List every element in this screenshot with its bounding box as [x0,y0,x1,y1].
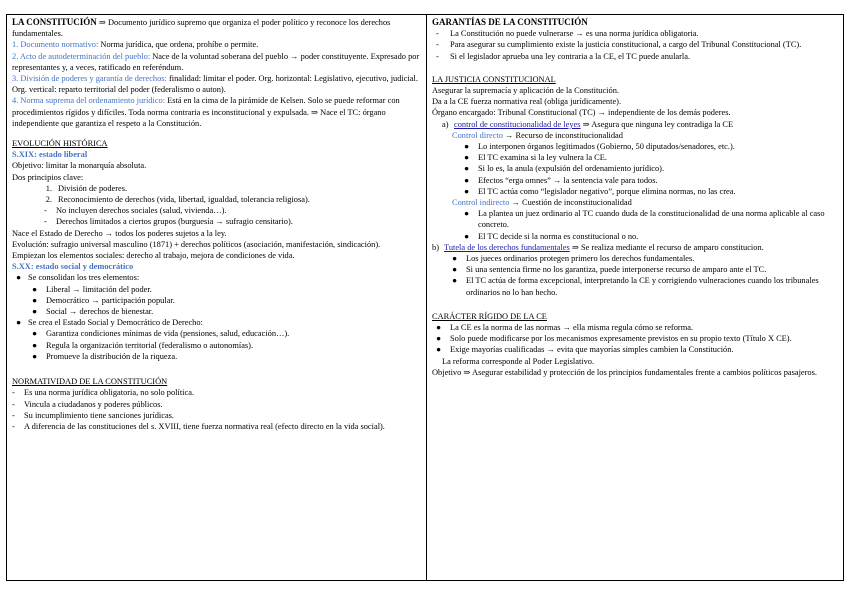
garantias-title: GARANTÍAS DE LA CONSTITUCIÓN [432,17,588,27]
list-item-text: La CE es la norma de las normas → ella misma regula cómo se reforma. [450,323,694,333]
list-item [432,51,838,62]
bullet-marker: - [12,410,15,420]
list-item-text: Solo puede modificarse por los mecanismos expresamente previstos en su propio texto (Título X CE). [450,334,792,344]
justicia-line: Da a la CE fuerza normativa real (obliga jurídicamente). [432,97,622,107]
bullet-marker: ● [464,142,470,152]
principio-item [12,194,421,205]
empiezan-text: Empiezan los elementos sociales: derecho al trabajo, mejora de condiciones de vida. [12,251,295,261]
list-item [432,322,838,333]
principio-number: 2. [45,195,52,205]
rigido-title: CARÁCTER RÍGIDO DE LA CE [432,311,547,321]
control-directo-label: Control directo [452,130,503,140]
tres-elementos-list [12,284,421,318]
control-indirecto-list [432,208,838,242]
tutela-list [432,253,838,298]
list-item [432,141,838,152]
definition-label: 1. Documento normativo: [12,40,99,50]
left-column [7,15,427,580]
list-item-text: Si el legislador aprueba una ley contraria a la CE, el TC puede anularla. [450,51,691,61]
control-directo-list [432,141,838,197]
list-item-text: La Constitución no puede vulnerarse → es una norma jurídica obligatoria. [450,29,699,39]
bullet-marker: - [44,217,47,227]
list-item [12,216,421,227]
list-item-text: Exige mayorías cualificadas → evita que mayorías simples cambien la Constitución. [450,345,734,355]
evolucion-text: Evolución: sufragio universal masculino (1871) + derechos políticos (asociación, manifestación, sindicación). [12,239,381,249]
s19-title: S.XIX: estado liberal [12,150,88,160]
definition-label: 3. División de poderes y garantía de derechos: [12,74,167,84]
list-item-text: Los jueces ordinarios protegen primero los derechos fundamentales. [466,254,695,264]
bullet-marker: - [12,421,15,431]
bullet-marker: - [436,29,439,39]
bullet-marker: - [436,40,439,50]
list-item [432,152,838,163]
justicia-line: Asegurar la supremacía y aplicación de la Constitución. [432,86,619,96]
list-item-text: El TC examina si la ley vulnera la CE. [478,153,607,163]
bullet-marker: - [44,206,47,216]
bullet-marker: ● [464,186,470,196]
bullet-marker: ● [32,307,38,317]
list-item [12,410,421,421]
list-item-text: Es una norma jurídica obligatoria, no solo política. [24,388,195,398]
bullet-marker: ● [464,153,470,163]
objetivo-text: Objetivo: limitar la monarquía absoluta. [12,161,147,171]
list-item [432,28,838,39]
dos-principios-text: Dos principios clave: [12,172,84,182]
bullet-marker: ● [32,351,38,361]
right-column [427,15,843,580]
list-item [12,328,421,339]
justicia-lines [432,85,838,119]
list-item-text: A diferencia de las constituciones del s. XVIII, tiene fuerza normativa real (efecto directo en la vida social). [24,421,385,431]
rigido-list [432,322,838,356]
constitucion-title: LA CONSTITUCIÓN [12,17,97,27]
definition-item [12,39,421,50]
sub-principios-list [12,205,421,227]
list-item-text: El TC actúa de forma excepcional, interpretando la CE y corrigiendo vulneraciones cuando los tribunales ordinarios no lo han hecho. [466,276,819,297]
principio-text: Reconocimiento de derechos (vida, libertad, igualdad, tolerancia religiosa). [58,195,310,205]
list-item-text: La plantea un juez ordinario al TC cuando duda de la constitucionalidad de una norma aplicable al caso concreto. [478,209,825,230]
list-item-text: Regula la organización territorial (federalismo o autonomías). [46,340,254,350]
justicia-line: Órgano encargado: Tribunal Constitucional (TC) → independiente de los demás poderes. [432,108,731,118]
control-directo-line: Control directo → Recurso de inconstitucionalidad [452,130,623,140]
definition-item [12,73,421,95]
principio-number: 1. [45,183,52,193]
bullet-marker: - [436,51,439,61]
definition-list [12,39,421,129]
list-item [12,421,421,432]
list-item-text: Democrático → participación popular. [46,295,175,305]
principio-text: División de poderes. [58,183,128,193]
evolucion-title: EVOLUCIÓN HISTÓRICA [12,139,108,149]
control-leyes-link[interactable]: control de constitucionalidad de leyes [454,119,581,129]
bullet-marker: ● [436,323,442,333]
tutela-link[interactable]: Tutela de los derechos fundamentales [444,242,570,252]
definition-label: 4. Norma suprema del ordenamiento jurídico: [12,96,166,106]
list-item [12,205,421,216]
list-item [12,399,421,410]
bullet-marker: ● [464,209,470,219]
normatividad-title: NORMATIVIDAD DE LA CONSTITUCIÓN [12,377,168,387]
s20-title: S.XX: estado social y democrático [12,262,134,272]
list-item-text: El TC actúa como “legislador negativo”, porque elimina normas, no las crea. [478,186,736,196]
bullet-marker: ● [464,231,470,241]
definition-text: Está en la cima de la pirámide de Kelsen. Solo se puede reformar con procedimientos rígidos y difíciles. Toda norma contraria es inconstitucional y expulsada. ⇒ Nace el TC: órgano independiente que garantiza el respeto a la Constitución. [12,96,400,128]
list-item [12,295,421,306]
garantias-list [432,28,838,62]
nace-estado-text: Nace el Estado de Derecho → todos los poderes sujetos a la ley. [12,228,227,238]
crea-items-list [12,328,421,362]
list-item [432,39,838,50]
rigido-extra: La reforma corresponde al Poder Legislativo. [442,356,595,366]
list-item [12,387,421,398]
bullet-marker: ● [452,254,458,264]
bullet-marker: ● [452,276,458,286]
bullet-marker: ● [436,334,442,344]
bullet-marker: ● [32,329,38,339]
list-item-text: No incluyen derechos sociales (salud, vivienda…). [56,206,227,216]
bullet-marker: ● [452,265,458,275]
definition-text: Norma jurídica, que ordena, prohíbe o permite. [98,40,259,50]
principio-item [12,183,421,194]
definition-item [12,95,421,129]
list-item [12,284,421,295]
list-item-text: Si lo es, la anula (expulsión del ordenamiento jurídico). [478,164,665,174]
definition-text: Nace de la voluntad soberana del pueblo → poder constituyente. Expresado por representantes y, a veces, ratificado en referéndum. [12,51,420,72]
list-item [432,344,838,355]
normatividad-list [12,387,421,432]
bullet-marker: - [12,399,15,409]
list-item-text: Lo interponen órganos legitimados (Gobierno, 50 diputados/senadores, etc.). [478,142,735,152]
page [6,14,844,581]
list-item-text: Si una sentencia firme no los garantiza, puede interponerse recurso de amparo ante el TC. [466,265,767,275]
bullet-marker: ● [436,345,442,355]
list-item-text: Efectos “erga omnes” → la sentencia vale para todos. [478,175,658,185]
bullet-marker: ● [32,284,38,294]
definition-label: 2. Acto de autodeterminación del pueblo: [12,51,151,61]
principios-list [12,183,421,205]
list-item [12,351,421,362]
definition-text: finalidad: limitar el poder. Org. horizontal: Legislativo, ejecutivo, judicial. Org. vertical: reparto territorial del poder (federalismo o auton). [12,74,418,95]
consolidan-item: ● Se consolidan los tres elementos: [16,273,140,283]
list-item [12,340,421,351]
justicia-title: LA JUSTICIA CONSTITUCIONAL [432,74,556,84]
bullet-marker: ● [464,164,470,174]
control-indirecto-line: Control indirecto → Cuestión de inconstitucionalidad [452,198,632,208]
list-item-text: Social → derechos de bienestar. [46,307,154,317]
list-item-text: Garantiza condiciones mínimas de vida (pensiones, salud, educación…). [46,329,290,339]
constitucion-intro: LA CONSTITUCIÓN ⇒ Documento jurídico supremo que organiza el poder político y reconoce los derechos fundamentales. [12,17,391,39]
list-item-text: Para asegurar su cumplimiento existe la justicia constitucional, a cargo del Tribunal Constitucional (TC). [450,40,802,50]
rigido-objetivo: Objetivo ⇒ Asegurar estabilidad y protección de los principios fundamentales frente a cambios políticos pasajeros. [432,367,817,377]
bullet-marker: ● [32,295,38,305]
list-item [432,186,838,197]
list-item [432,275,838,297]
list-item-text: El TC decide si la norma es constitucional o no. [478,231,639,241]
list-item [432,175,838,186]
list-item [432,208,838,230]
list-item-text: Su incumplimiento tiene sanciones jurídicas. [24,410,175,420]
list-item [432,333,838,344]
list-item [12,306,421,317]
tutela-item: b) Tutela de los derechos fundamentales ⇒ Se realiza mediante el recurso de amparo constitucion. [432,242,764,252]
list-item [432,253,838,264]
list-item-text: Promueve la distribución de la riqueza. [46,351,178,361]
list-item [432,264,838,275]
list-item [432,231,838,242]
bullet-marker: ● [32,340,38,350]
list-item [432,163,838,174]
crea-item: ● Se crea el Estado Social y Democrático de Derecho: [16,318,203,328]
list-item-text: Vincula a ciudadanos y poderes públicos. [24,399,163,409]
bullet-marker: - [12,388,15,398]
list-item-text: Derechos limitados a ciertos grupos (burguesía → sufragio censitario). [56,217,293,227]
list-item-text: Liberal → limitación del poder. [46,284,152,294]
control-leyes-item: a) control de constitucionalidad de leyes ⇒ Asegura que ninguna ley contradiga la CE [442,119,734,129]
bullet-marker: ● [464,175,470,185]
definition-item [12,51,421,73]
control-indirecto-label: Control indirecto [452,198,510,208]
